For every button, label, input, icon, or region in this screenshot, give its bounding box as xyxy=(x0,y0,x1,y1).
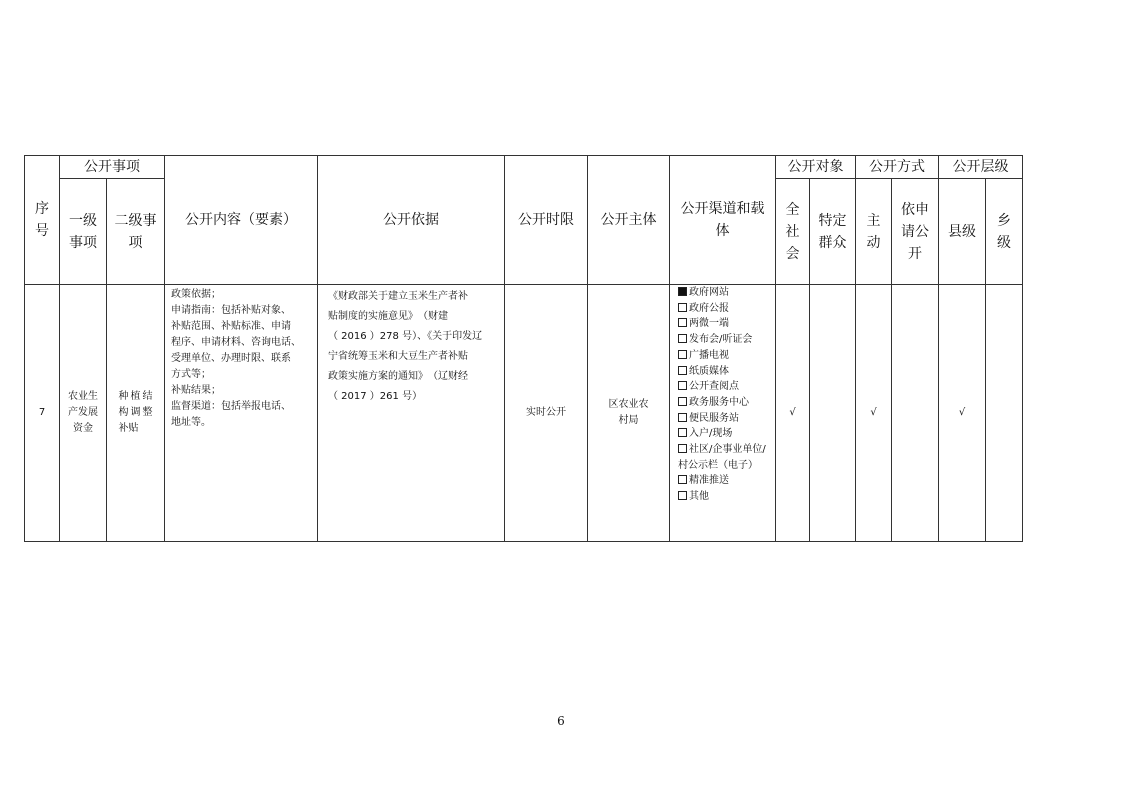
header-level1: 一级事项 xyxy=(60,179,107,285)
header-whole-society: 全社会 xyxy=(776,179,810,285)
content-line: 受理单位、办理时限、联系 xyxy=(171,353,291,364)
content-line: 补贴范围、补贴标准、申请 xyxy=(171,321,291,332)
header-channel: 公开渠道和载体 xyxy=(670,156,776,285)
channel-label: 纸质媒体 xyxy=(689,365,729,377)
row-content xyxy=(165,285,318,542)
unchecked-box-icon xyxy=(678,413,687,422)
channel-label: 其他 xyxy=(689,491,709,503)
row-time-limit: 实时公开 xyxy=(505,285,588,542)
channel-label: 便民服务站 xyxy=(689,412,739,424)
channel-label: 广播电视 xyxy=(689,349,729,361)
row-county: √ xyxy=(939,285,986,542)
content-line: 方式等； xyxy=(171,369,211,380)
row-channels xyxy=(670,285,776,542)
channel-item xyxy=(678,364,773,380)
unchecked-box-icon xyxy=(678,381,687,390)
channel-label: 政府网站 xyxy=(689,287,729,298)
channel-item xyxy=(678,489,773,505)
basis-line: （ 2016 ）278 号）、《关于印发辽 xyxy=(328,331,483,342)
basis-line: （ 2017 ）261 号） xyxy=(328,391,423,402)
table-row xyxy=(25,285,1023,542)
channel-item xyxy=(678,316,773,332)
channel-label: 政务服务中心 xyxy=(689,396,749,408)
basis-line: 贴制度的实施意见》 （财建 xyxy=(328,311,448,322)
row-seq: 7 xyxy=(25,285,60,542)
channel-item xyxy=(678,285,773,301)
channel-label: 发布会/听证会 xyxy=(689,334,753,346)
basis-line: 《财政部关于建立玉米生产者补 xyxy=(328,291,468,302)
header-active: 主动 xyxy=(856,179,892,285)
content-line: 程序、申请材料、咨询电话、 xyxy=(171,337,301,348)
row-on-request xyxy=(892,285,939,542)
disclosure-table xyxy=(24,155,1023,542)
channel-item xyxy=(678,395,773,411)
header-group-matter: 公开事项 xyxy=(60,156,165,179)
page-number: 6 xyxy=(557,714,565,728)
row-whole-society: √ xyxy=(776,285,810,542)
unchecked-box-icon xyxy=(678,303,687,312)
channel-item xyxy=(678,442,773,473)
channel-item xyxy=(678,473,773,489)
unchecked-box-icon xyxy=(678,428,687,437)
unchecked-box-icon xyxy=(678,366,687,375)
header-time-limit: 公开时限 xyxy=(505,156,588,285)
row-subject: 区农业农村局 xyxy=(588,285,670,542)
header-content: 公开内容（要素） xyxy=(165,156,318,285)
header-level2: 二级事项 xyxy=(107,179,165,285)
channel-item xyxy=(678,332,773,348)
basis-line: 宁省统筹玉米和大豆生产者补贴 xyxy=(328,351,468,362)
header-group-level: 公开层级 xyxy=(939,156,1023,179)
row-township xyxy=(986,285,1023,542)
content-line: 监督渠道：包括举报电话、 xyxy=(171,401,291,412)
row-specific-group xyxy=(810,285,856,542)
channel-label: 精准推送 xyxy=(689,475,729,487)
row-level2: 种植结构调整补贴 xyxy=(107,285,165,542)
row-basis xyxy=(318,285,505,542)
header-specific-group: 特定群众 xyxy=(810,179,856,285)
unchecked-box-icon xyxy=(678,475,687,484)
basis-line: 政策实施方案的通知》 （辽财经 xyxy=(328,371,468,382)
channel-label: 社区/企事业单位/村公示栏（电子） xyxy=(678,444,766,471)
channel-item xyxy=(678,348,773,364)
header-group-object: 公开对象 xyxy=(776,156,856,179)
header-county: 县级 xyxy=(939,179,986,285)
unchecked-box-icon xyxy=(678,334,687,343)
checked-box-icon xyxy=(678,287,687,296)
channel-item xyxy=(678,411,773,427)
channel-item xyxy=(678,379,773,395)
header-township: 乡级 xyxy=(986,179,1023,285)
channel-label: 公开查阅点 xyxy=(689,381,739,393)
row-active: √ xyxy=(856,285,892,542)
header-group-method: 公开方式 xyxy=(856,156,939,179)
unchecked-box-icon xyxy=(678,444,687,453)
header-subject: 公开主体 xyxy=(588,156,670,285)
unchecked-box-icon xyxy=(678,397,687,406)
unchecked-box-icon xyxy=(678,350,687,359)
channel-label: 两微一端 xyxy=(689,318,729,330)
header-on-request: 依申请公开 xyxy=(892,179,939,285)
unchecked-box-icon xyxy=(678,318,687,327)
channel-label: 政府公报 xyxy=(689,302,729,314)
channel-item xyxy=(678,301,773,317)
content-line: 地址等。 xyxy=(171,417,211,428)
content-line: 补贴结果； xyxy=(171,385,221,396)
channel-item xyxy=(678,426,773,442)
header-seq: 序号 xyxy=(25,156,60,285)
content-line: 申请指南：包括补贴对象、 xyxy=(171,305,291,316)
content-line: 政策依据； xyxy=(171,289,221,300)
unchecked-box-icon xyxy=(678,491,687,500)
row-level1: 农业生产发展资金 xyxy=(60,285,107,542)
header-basis: 公开依据 xyxy=(318,156,505,285)
channel-label: 入户/现场 xyxy=(689,428,733,440)
